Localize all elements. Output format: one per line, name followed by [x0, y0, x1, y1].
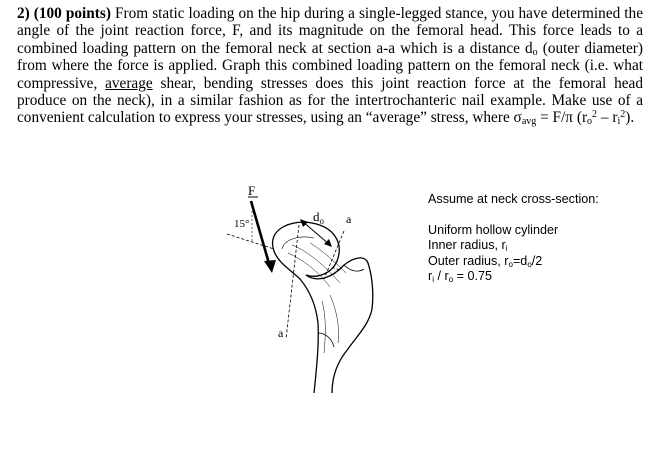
do-label — [313, 209, 325, 226]
problem-text-4: = F/π (r — [536, 109, 588, 127]
section-label-bottom: a — [278, 326, 284, 340]
inner-radius-line — [428, 238, 599, 253]
radius-ratio-line — [428, 269, 599, 284]
lesser-trochanter — [318, 333, 334, 347]
problem-statement — [17, 5, 643, 127]
force-label: F — [248, 183, 256, 198]
ratio-value: = 0.75 — [453, 268, 493, 283]
outer-radius-line — [428, 254, 599, 269]
section-label-top: a — [346, 212, 352, 226]
outer-radius-sub: o — [508, 259, 513, 269]
outer-radius-eq: =d — [512, 253, 528, 268]
ratio-sep: / r — [433, 268, 449, 283]
problem-text-6: ). — [625, 109, 635, 127]
force-arrow-shaft — [251, 201, 270, 267]
ri-subscript: i — [617, 116, 621, 128]
do-subscript: o — [532, 46, 538, 58]
angle-label: 15° — [234, 218, 250, 230]
assumptions-heading: Assume at neck cross-section: — [428, 192, 599, 206]
problem-text-1: From static loading on the hip during a single-legged stance, you have determined the angle of the joint reaction force, F, and its magnitude on the femoral head. This force leads to a combined loading pattern on the femoral neck at section a-a which is a distance d — [17, 5, 643, 57]
ratio-r1: r — [428, 268, 433, 283]
outer-radius-label: Outer radius, r — [428, 253, 509, 268]
problem-text-2: (outer diameter) from where the force is applied. Graph this combined loading pattern on the femoral neck (i.e. what compressive, — [17, 39, 643, 92]
shape-line: Uniform hollow cylinder — [428, 223, 559, 238]
assumptions-panel — [428, 192, 599, 284]
do-label-sub: o — [319, 216, 324, 226]
do-label-main: d — [313, 209, 320, 224]
femur-diagram — [222, 183, 392, 398]
problem-text-5: – r — [597, 109, 618, 127]
inner-radius-sub: i — [505, 244, 508, 254]
inner-radius-label: Inner radius, r — [428, 238, 506, 253]
sigma-subscript: avg — [521, 116, 537, 128]
ratio-r1-sub: i — [432, 274, 434, 284]
problem-text-3: shear, bending stresses does this joint reaction force at the femoral head produce on the neck), in a similar fashion as for the intertrochanteric nail example. Make use of a convenient calculation to express your stresses, using an “average” stress, where σ — [17, 74, 643, 127]
femoral-head — [273, 222, 340, 276]
ro-superscript: 2 — [592, 109, 598, 121]
ratio-r2-sub: o — [448, 274, 454, 284]
ro-subscript: o — [587, 116, 593, 128]
underlined-word: average — [105, 74, 153, 92]
outer-radius-eq-tail: /2 — [531, 253, 543, 268]
problem-number: 2) (100 points) — [17, 5, 111, 22]
ri-superscript: 2 — [620, 109, 626, 121]
force-arrow-head — [264, 260, 276, 273]
greater-trochanter — [344, 265, 364, 271]
outer-radius-eq-sub: o — [527, 259, 532, 269]
